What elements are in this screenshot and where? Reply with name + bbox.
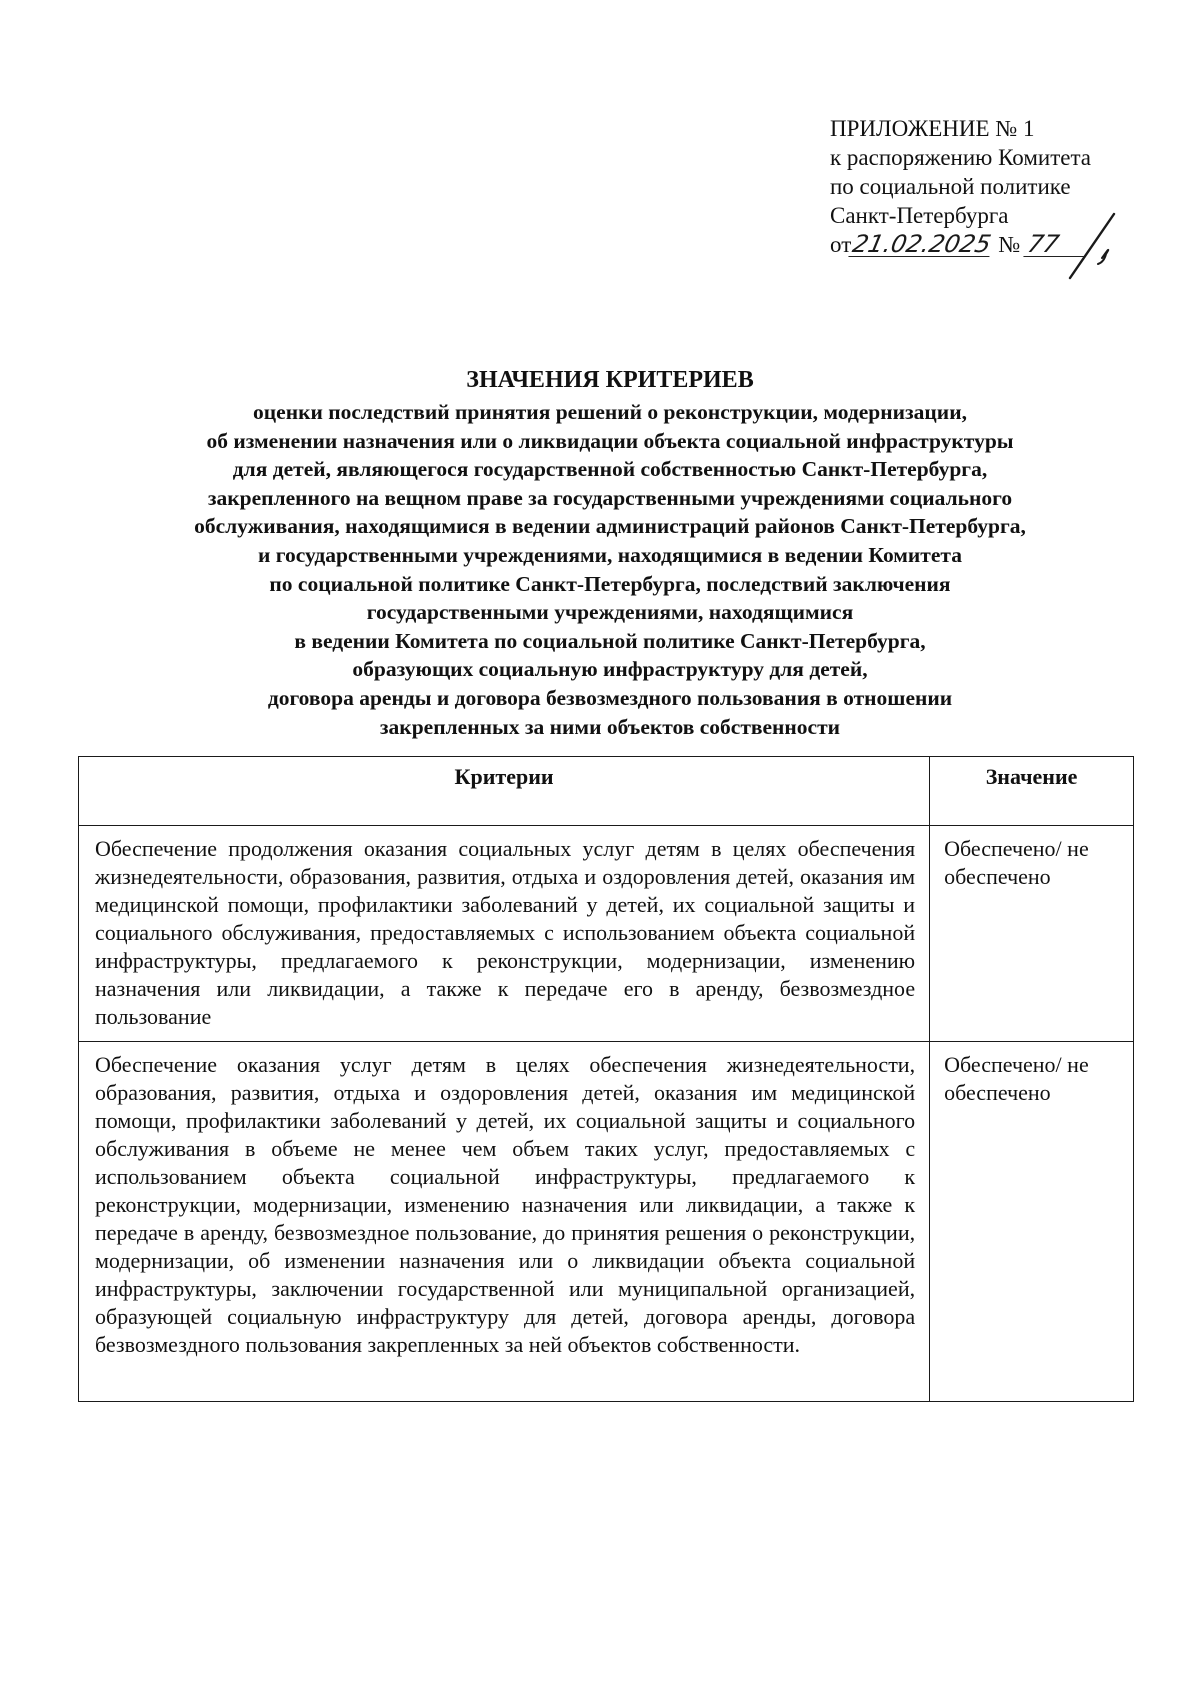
annex-line-order: к распоряжению Комитета	[830, 145, 1091, 170]
header-criteria: Критерии	[79, 757, 930, 826]
title-line: обслуживания, находящимися в ведении администраций районов Санкт-Петербурга,	[194, 514, 1026, 539]
title-line: и государственными учреждениями, находящимися в ведении Комитета	[258, 542, 962, 567]
annex-title: ПРИЛОЖЕНИЕ № 1	[830, 116, 1035, 141]
criteria-cell: Обеспечение оказания услуг детям в целях обеспечения жизнедеятельности, образования, развития, отдыха и оздоровления детей, оказания им медицинской помощи, профилактики заболеваний у детей, их социальной защиты и социального обслуживания в объеме не менее чем объем таких услуг, предоставляемых с использованием объекта социальной инфраструктуры, предлагаемого к реконструкции, модернизации, изменению назначения или ликвидации, а также к передаче в аренду, безвозмездное пользование, до принятия решения о реконструкции, модернизации, об изменении назначения или о ликвидации объекта социальной инфраструктуры, заключении государственной или муниципальной организацией, образующей социальную инфраструктуру для детей, договора аренды, договора безвозмездного пользования закрепленных за ней объектов собственности.	[79, 1042, 930, 1402]
title-line: закрепленного на вещном праве за государственными учреждениями социального	[207, 485, 1013, 510]
handwritten-number: 77	[1024, 232, 1089, 257]
table-header-row	[79, 757, 1134, 826]
header-value: Значение	[930, 757, 1134, 826]
title-line: оценки последствий принятия решений о реконструкции, модернизации,	[253, 400, 967, 424]
annex-line-committee: по социальной политике	[830, 174, 1071, 199]
annex-line-city: Санкт-Петербурга	[830, 203, 1009, 228]
title-line: закрепленных за ними объектов собственности	[379, 714, 841, 739]
title-line: об изменении назначения или о ликвидации объекта социальной инфраструктуры	[206, 428, 1014, 453]
table-row	[79, 826, 1134, 1042]
annex-block	[830, 114, 1160, 259]
title-line: в ведении Комитета по социальной политике Санкт-Петербурга,	[294, 628, 926, 653]
handwritten-date: 21.02.2025	[850, 230, 994, 258]
number-prefix: №	[998, 232, 1021, 257]
title-main: ЗНАЧЕНИЯ КРИТЕРИЕВ	[466, 367, 754, 393]
value-cell: Обеспечено/ не обеспечено	[930, 1042, 1134, 1402]
annex-date-number-row	[830, 230, 1160, 259]
title-line: для детей, являющегося государственной собственностью Санкт-Петербурга,	[232, 457, 988, 482]
table-row	[79, 1042, 1134, 1402]
title-line: государственными учреждениями, находящимися	[366, 600, 854, 625]
criteria-cell: Обеспечение продолжения оказания социальных услуг детям в целях обеспечения жизнедеятельности, образования, развития, отдыха и оздоровления детей, оказания им медицинской помощи, профилактики заболеваний у детей, их социальной защиты и социального обслуживания, предоставляемых с использованием объекта социальной инфраструктуры, предлагаемого к реконструкции, модернизации, изменению назначения или ликвидации, а также к передаче его в аренду, безвозмездное пользование	[79, 826, 930, 1042]
criteria-table	[78, 756, 1134, 1402]
date-prefix: от	[830, 232, 852, 257]
value-cell: Обеспечено/ не обеспечено	[930, 826, 1134, 1042]
document-title	[120, 364, 1100, 741]
title-line: по социальной политике Санкт-Петербурга, последствий заключения	[269, 571, 951, 596]
handwritten-slash-mark	[1062, 212, 1122, 280]
title-line: договора аренды и договора безвозмездного пользования в отношении	[267, 685, 953, 710]
title-line: образующих социальную инфраструктуру для детей,	[352, 657, 868, 682]
